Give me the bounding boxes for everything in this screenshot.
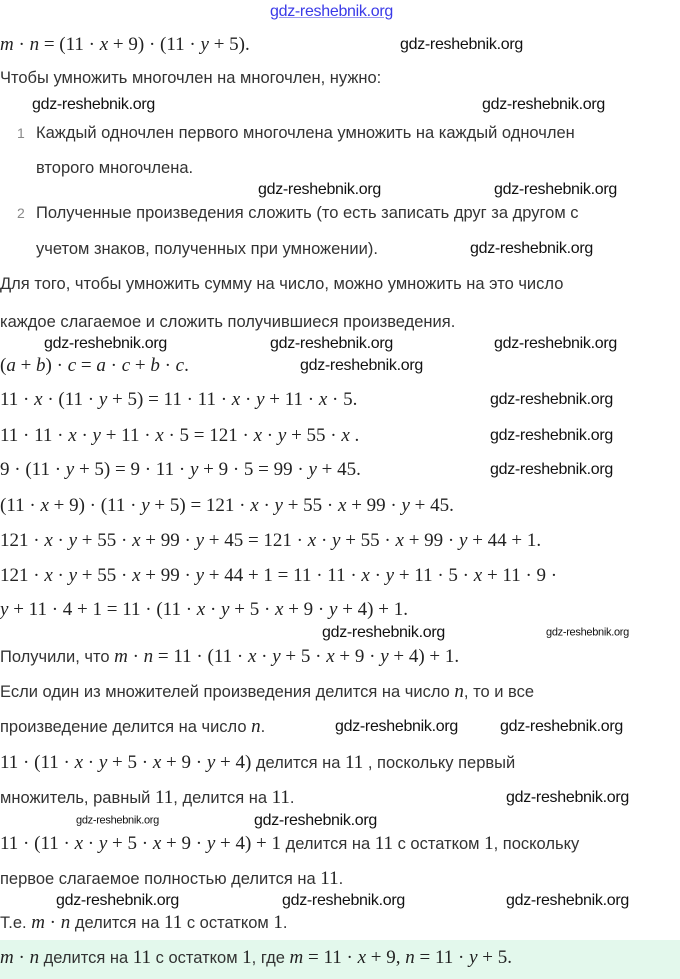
text-segment: Получили, что (0, 648, 115, 666)
watermark: gdz-reshebnik.org (282, 892, 405, 909)
watermark-link[interactable]: gdz-reshebnik.org (270, 3, 393, 20)
text-segment: . (338, 870, 344, 888)
math-expression: m · n = (11 · x + 9) · (11 · y + 5). (0, 34, 250, 55)
text-line (0, 35, 250, 55)
watermark: gdz-reshebnik.org (258, 181, 381, 198)
math-expression: 11 (271, 787, 290, 808)
text-line (0, 531, 541, 551)
text-segment: с остатком (151, 949, 243, 967)
watermark: gdz-reshebnik.org (400, 36, 523, 53)
watermark: gdz-reshebnik.org (482, 96, 605, 113)
math-expression: (11 · x + 9) · (11 · y + 5) = 121 · x · y + 55 · x + 99 · y + 45. (0, 495, 454, 516)
text-line (0, 753, 515, 773)
text-line (0, 496, 454, 516)
text-segment: второго многочлена. (36, 159, 194, 177)
text-line (0, 274, 563, 294)
math-expression: 121 · x · y + 55 · x + 99 · y + 45 = 121 · x · y + 55 · x + 99 · y + 44 + 1. (0, 530, 542, 551)
text-segment: каждое слагаемое и сложить получившиеся произведения. (0, 313, 456, 331)
text-line (0, 913, 287, 933)
math-expression: 11 · (11 · x · y + 5 · x + 9 · y + 4) (0, 752, 252, 773)
math-expression: m = 11 · x + 9, n = 11 · y + 5. (289, 947, 512, 968)
math-expression: 11 (320, 868, 339, 889)
math-expression: 1 (273, 912, 283, 933)
math-expression: 1 (242, 947, 252, 968)
text-segment: учетом знаков, полученных при умножении). (36, 240, 378, 258)
text-segment: первое слагаемое полностью делится на (0, 870, 321, 888)
text-segment: с остатком (182, 914, 274, 932)
text-segment: Для того, чтобы умножить сумму на число, можно умножить на это число (0, 275, 564, 293)
watermark: gdz-reshebnik.org (494, 335, 617, 352)
text-line (0, 834, 579, 854)
text-line (0, 717, 265, 737)
text-segment: множитель, равный (0, 789, 155, 807)
math-expression: m · n (0, 947, 40, 968)
watermark: gdz-reshebnik.org (32, 96, 155, 113)
text-line (0, 647, 459, 667)
watermark: gdz-reshebnik.org (300, 357, 423, 374)
watermark: gdz-reshebnik.org (322, 624, 445, 641)
text-line (0, 460, 361, 480)
text-segment: Если один из множителей произведения делится на число (0, 683, 455, 701)
watermark: gdz-reshebnik.org (546, 626, 629, 639)
math-expression: m · n = 11 · (11 · x · y + 5 · x + 9 · y + 4) + 1. (114, 646, 460, 667)
text-segment: . (289, 789, 295, 807)
math-expression: 11 (374, 833, 394, 854)
watermark: gdz-reshebnik.org (506, 789, 629, 806)
text-line (0, 390, 357, 410)
text-line (36, 158, 193, 178)
text-line (36, 123, 575, 143)
list-number: 2 (17, 205, 25, 221)
text-segment: делится на (251, 754, 345, 772)
text-segment: Т.е. (0, 914, 32, 932)
math-expression: y + 11 · 4 + 1 = 11 · (11 · x · y + 5 · x + 9 · y + 4) + 1. (0, 599, 408, 620)
watermark: gdz-reshebnik.org (56, 892, 179, 909)
text-segment: делится на (281, 835, 375, 853)
math-expression: (a + b) · c = a · c + b · c. (0, 355, 189, 376)
watermark: gdz-reshebnik.org (500, 718, 623, 735)
watermark: gdz-reshebnik.org (335, 718, 458, 735)
math-expression: n (454, 681, 464, 702)
math-expression: 11 (132, 947, 152, 968)
math-expression: n (251, 716, 261, 737)
math-expression: 1 (484, 833, 494, 854)
text-segment: , поскольку первый (363, 754, 516, 772)
text-segment: Полученные произведения сложить (то есть записать друг за другом с (36, 204, 579, 222)
list-number: 1 (17, 125, 25, 141)
math-expression: 11 (163, 912, 183, 933)
text-line (0, 682, 534, 702)
text-segment: делится на (70, 914, 164, 932)
math-expression: 11 · (11 · x · y + 5 · x + 9 · y + 4) + 1 (0, 833, 282, 854)
text-segment: Каждый одночлен первого многочлена умножить на каждый одночлен (36, 124, 575, 142)
math-expression: 11 · 11 · x · y + 11 · x · 5 = 121 · x · y + 55 · x . (0, 425, 360, 446)
watermark: gdz-reshebnik.org (506, 892, 629, 909)
watermark: gdz-reshebnik.org (76, 814, 159, 827)
text-line (0, 356, 189, 376)
text-segment: , где (251, 949, 290, 967)
text-line (0, 600, 408, 620)
math-expression: 9 · (11 · y + 5) = 9 · 11 · y + 9 · 5 = 99 · y + 45. (0, 459, 361, 480)
watermark: gdz-reshebnik.org (254, 812, 377, 829)
text-line (0, 68, 381, 88)
math-expression: 11 · x · (11 · y + 5) = 11 · 11 · x · y + 11 · x · 5. (0, 389, 358, 410)
text-line (0, 312, 455, 332)
text-segment: , делится на (173, 789, 272, 807)
watermark: gdz-reshebnik.org (490, 427, 613, 444)
text-segment: Чтобы умножить многочлен на многочлен, нужно: (0, 69, 382, 87)
math-expression: m · n (31, 912, 71, 933)
text-line (36, 203, 579, 223)
text-line (36, 239, 378, 259)
text-segment: . (282, 914, 288, 932)
text-line (0, 788, 294, 808)
watermark: gdz-reshebnik.org (44, 335, 167, 352)
watermark: gdz-reshebnik.org (490, 391, 613, 408)
text-segment: . (260, 718, 266, 736)
text-line (0, 426, 359, 446)
text-line (0, 869, 343, 889)
math-expression: 11 (345, 752, 364, 773)
text-line (0, 566, 557, 586)
math-expression: 11 (155, 787, 174, 808)
watermark: gdz-reshebnik.org (494, 181, 617, 198)
math-expression: 121 · x · y + 55 · x + 99 · y + 44 + 1 = 11 · 11 · x · y + 11 · 5 · x + 11 · 9 · (0, 565, 558, 586)
watermark: gdz-reshebnik.org (470, 240, 593, 257)
text-line (0, 948, 512, 968)
text-segment: произведение делится на число (0, 718, 252, 736)
text-segment: , то и все (463, 683, 535, 701)
text-segment: делится на (39, 949, 133, 967)
text-segment: с остатком (393, 835, 485, 853)
text-segment: , поскольку (493, 835, 580, 853)
watermark: gdz-reshebnik.org (270, 335, 393, 352)
watermark: gdz-reshebnik.org (490, 461, 613, 478)
